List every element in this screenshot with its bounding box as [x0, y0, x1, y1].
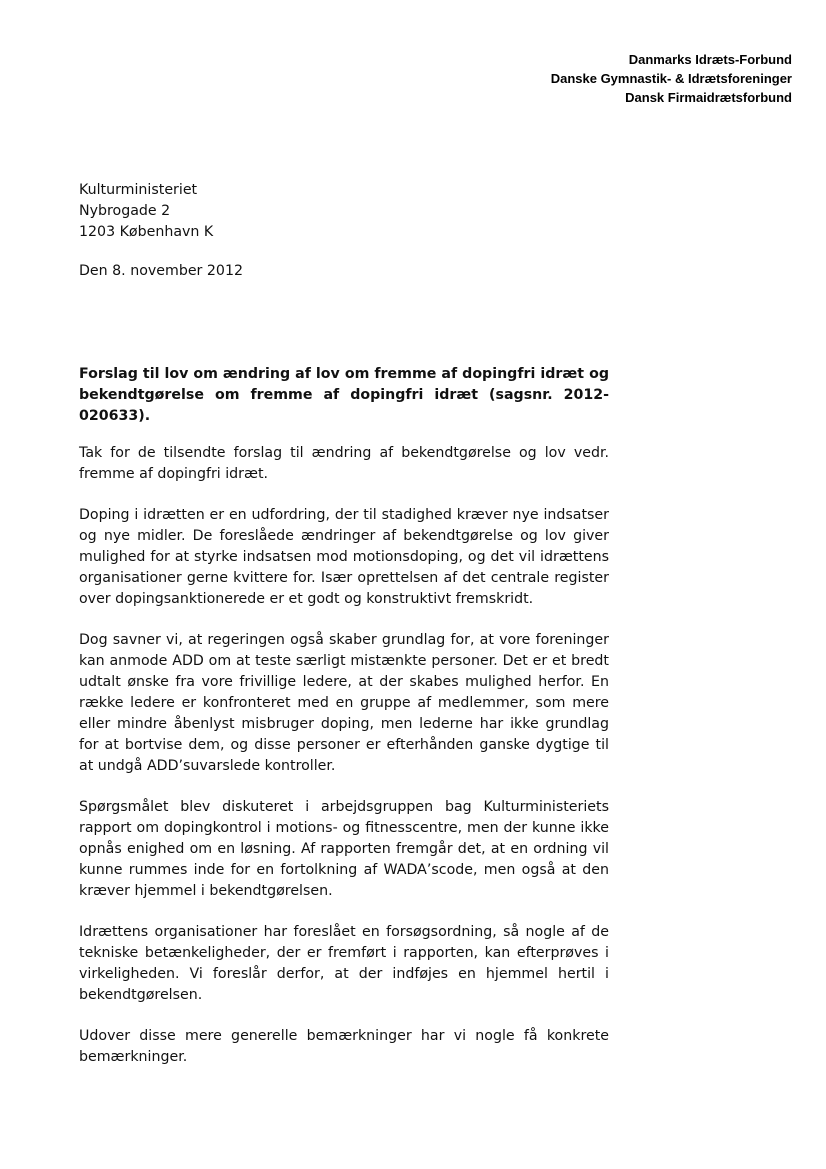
- recipient-address: [79, 180, 609, 243]
- paragraph-6: Udover disse mere generelle bemærkninger har vi nogle få konkrete bemærkninger.: [79, 1028, 609, 1065]
- paragraph-3: Dog savner vi, at regeringen også skaber grundlag for, at vore foreninger kan anmode ADD om at teste særligt mistænkte personer. Det er et bredt udtalt ønske fra vore frivillige ledere, at der skabes mulighed herfor. En række ledere er konfronteret med en gruppe af medlemmer, som mere eller mindre åbenlyst misbruger doping, men lederne har ikke grundlag for at bortvise dem, og disse personer er efterhånden ganske dygtige til at undgå ADD’suvarslede kontroller.: [79, 632, 609, 774]
- recipient-street: Nybrogade 2: [79, 203, 171, 219]
- recipient-city: 1203 København K: [79, 224, 214, 240]
- letter-body: [79, 180, 609, 1082]
- letter-date: Den 8. november 2012: [79, 263, 244, 279]
- paragraph-4: Spørgsmålet blev diskuteret i arbejdsgruppen bag Kulturministeriets rapport om dopingkontrol i motions- og fitnesscentre, men der kunne ikke opnås enighed om en løsning. Af rapporten fremgår det, at en ordning vil kunne rummes inde for en fortolkning af WADA’scode, men også at den kræver hjemmel i bekendtgørelsen.: [79, 799, 609, 899]
- letterhead-line-dfif: Dansk Firmaidrætsforbund: [625, 90, 792, 105]
- letterhead-line-dgi: Danske Gymnastik- & Idrætsforeninger: [550, 71, 792, 86]
- letterhead-line-dif: Danmarks Idræts-Forbund: [628, 52, 792, 67]
- paragraph-1: Tak for de tilsendte forslag til ændring af bekendtgørelse og lov vedr. fremme af dopingfri idræt.: [79, 445, 609, 482]
- paragraph-5: Idrættens organisationer har foreslået en forsøgsordning, så nogle af de tekniske betænkeligheder, der er fremført i rapporten, kan efterprøves i virkeligheden. Vi foreslår derfor, at der indføjes en hjemmel hertil i bekendtgørelsen.: [79, 924, 609, 1003]
- letter-subject: Forslag til lov om ændring af lov om fremme af dopingfri idræt og bekendtgørelse om fremme af dopingfri idræt (sagsnr. 2012-020633).: [79, 366, 609, 424]
- letterhead: [551, 50, 792, 107]
- recipient-name: Kulturministeriet: [79, 182, 198, 198]
- paragraph-2: Doping i idrætten er en udfordring, der til stadighed kræver nye indsatser og nye midler. De foreslåede ændringer af bekendtgørelse og lov giver mulighed for at styrke indsatsen mod motionsdoping, og det vil idrættens organisationer gerne kvittere for. Især oprettelsen af det centrale register over dopingsanktionerede er et godt og konstruktivt fremskridt.: [79, 507, 609, 607]
